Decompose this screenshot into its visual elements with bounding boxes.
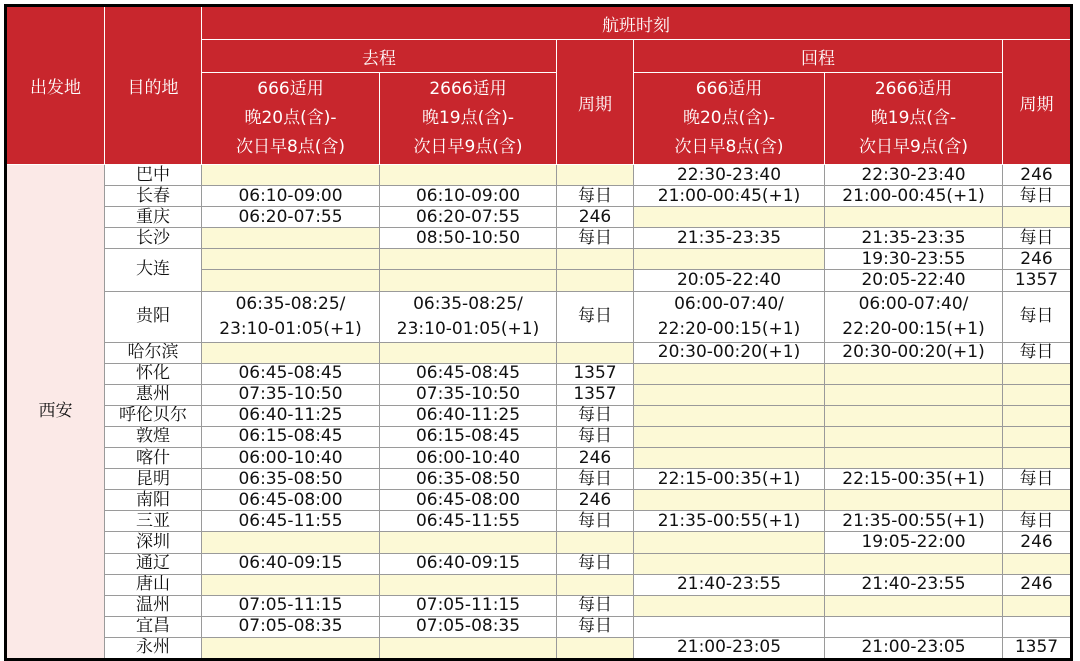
- table-row: [6, 553, 1072, 574]
- header-line: 晚19点(含-: [870, 108, 957, 128]
- outbound-2666-time: 06:40-09:15: [380, 553, 557, 574]
- outbound-666-time: [202, 165, 380, 186]
- destination-cell: 永州: [105, 637, 202, 659]
- return-period: [1003, 384, 1072, 405]
- return-2666-time: [825, 426, 1003, 447]
- destination-cell: 贵阳: [105, 291, 202, 342]
- destination-cell: 呼伦贝尔: [105, 405, 202, 426]
- outbound-2666-time: [380, 291, 557, 342]
- outbound-period: 246: [557, 490, 634, 511]
- destination-cell: 长春: [105, 186, 202, 207]
- destination-cell: 怀化: [105, 363, 202, 384]
- header-return-2666: [825, 73, 1003, 165]
- outbound-666-time: 06:15-08:45: [202, 426, 380, 447]
- time-line: 06:00-07:40/: [674, 293, 784, 314]
- return-2666-time: 21:40-23:55: [825, 574, 1003, 595]
- outbound-period: 246: [557, 207, 634, 228]
- table-row: [6, 249, 1072, 270]
- return-666-time: [634, 595, 825, 616]
- outbound-period: 1357: [557, 384, 634, 405]
- table-row: [6, 469, 1072, 490]
- outbound-2666-time: [380, 249, 557, 270]
- return-2666-time: [825, 384, 1003, 405]
- outbound-period: 每日: [557, 291, 634, 342]
- table-row: [6, 186, 1072, 207]
- destination-cell: 惠州: [105, 384, 202, 405]
- outbound-666-time: [202, 532, 380, 553]
- return-666-time: 22:15-00:35(+1): [634, 469, 825, 490]
- return-2666-time: [825, 207, 1003, 228]
- return-666-time: [634, 616, 825, 637]
- return-666-time: 21:00-23:05: [634, 637, 825, 659]
- header-destination: 目的地: [105, 6, 202, 165]
- outbound-666-time: [202, 637, 380, 659]
- table-row: [6, 165, 1072, 186]
- time-line: 23:10-01:05(+1): [396, 318, 540, 339]
- outbound-666-time: [202, 270, 380, 291]
- outbound-666-time: [202, 228, 380, 249]
- return-2666-time: [825, 363, 1003, 384]
- outbound-666-time: 06:40-11:25: [202, 405, 380, 426]
- header-outbound: 去程: [202, 40, 557, 73]
- return-period: 每日: [1003, 228, 1072, 249]
- return-period: 1357: [1003, 270, 1072, 291]
- return-666-time: [634, 490, 825, 511]
- table-row: [6, 405, 1072, 426]
- outbound-666-time: 06:40-09:15: [202, 553, 380, 574]
- return-666-time: 21:35-23:35: [634, 228, 825, 249]
- return-666-time: [634, 426, 825, 447]
- destination-cell: 巴中: [105, 165, 202, 186]
- outbound-period: 1357: [557, 363, 634, 384]
- return-period: [1003, 616, 1072, 637]
- outbound-2666-time: 06:15-08:45: [380, 426, 557, 447]
- outbound-2666-time: 06:20-07:55: [380, 207, 557, 228]
- destination-cell: 南阳: [105, 490, 202, 511]
- time-line: 22:20-00:15(+1): [657, 318, 801, 339]
- header-return: 回程: [634, 40, 1003, 73]
- return-period: 1357: [1003, 637, 1072, 659]
- outbound-666-time: 06:45-11:55: [202, 511, 380, 532]
- outbound-2666-time: 07:05-11:15: [380, 595, 557, 616]
- outbound-period: 每日: [557, 186, 634, 207]
- destination-cell: 敦煌: [105, 426, 202, 447]
- outbound-2666-time: 06:45-08:45: [380, 363, 557, 384]
- return-2666-time: 22:15-00:35(+1): [825, 469, 1003, 490]
- return-period: [1003, 405, 1072, 426]
- return-666-time: [634, 553, 825, 574]
- return-666-time: 22:30-23:40: [634, 165, 825, 186]
- table-row: [6, 291, 1072, 342]
- header-line: 晚19点(含)-: [421, 108, 515, 128]
- table-row: [6, 448, 1072, 469]
- destination-cell: 深圳: [105, 532, 202, 553]
- return-2666-time: [825, 595, 1003, 616]
- return-666-time: [634, 363, 825, 384]
- outbound-2666-time: [380, 574, 557, 595]
- table-row: [6, 363, 1072, 384]
- table-row: [6, 511, 1072, 532]
- outbound-period: 每日: [557, 616, 634, 637]
- return-666-time: 21:00-00:45(+1): [634, 186, 825, 207]
- header-return-666: [634, 73, 825, 165]
- outbound-2666-time: 06:35-08:50: [380, 469, 557, 490]
- header-line: 666适用: [695, 79, 763, 99]
- schedule-body: [6, 165, 1072, 660]
- outbound-666-time: 06:45-08:45: [202, 363, 380, 384]
- outbound-666-time: 07:05-08:35: [202, 616, 380, 637]
- table-row: [6, 228, 1072, 249]
- return-period: [1003, 363, 1072, 384]
- outbound-2666-time: 08:50-10:50: [380, 228, 557, 249]
- outbound-period: [557, 532, 634, 553]
- destination-cell: 长沙: [105, 228, 202, 249]
- return-2666-time: 21:00-23:05: [825, 637, 1003, 659]
- outbound-2666-time: 06:40-11:25: [380, 405, 557, 426]
- return-2666-time: 21:35-23:35: [825, 228, 1003, 249]
- table-row: [6, 342, 1072, 363]
- return-period: 每日: [1003, 469, 1072, 490]
- outbound-period: [557, 249, 634, 270]
- outbound-666-time: [202, 249, 380, 270]
- return-period: [1003, 490, 1072, 511]
- return-666-time: [634, 532, 825, 553]
- outbound-666-time: [202, 574, 380, 595]
- destination-cell: 哈尔滨: [105, 342, 202, 363]
- outbound-2666-time: [380, 342, 557, 363]
- table-row: [6, 574, 1072, 595]
- outbound-period: 每日: [557, 553, 634, 574]
- header-line: 次日早9点(含): [413, 137, 523, 157]
- return-period: 每日: [1003, 342, 1072, 363]
- outbound-period: 每日: [557, 405, 634, 426]
- destination-cell: 三亚: [105, 511, 202, 532]
- outbound-2666-time: 06:45-08:00: [380, 490, 557, 511]
- return-period: 246: [1003, 249, 1072, 270]
- return-2666-time: [825, 405, 1003, 426]
- time-line: 22:20-00:15(+1): [842, 318, 985, 339]
- table-row: [6, 532, 1072, 553]
- outbound-period: [557, 270, 634, 291]
- return-2666-time: [825, 553, 1003, 574]
- header-outbound-2666: [380, 73, 557, 165]
- return-2666-time: [825, 291, 1003, 342]
- destination-cell: 昆明: [105, 469, 202, 490]
- outbound-period: 每日: [557, 228, 634, 249]
- outbound-2666-time: [380, 270, 557, 291]
- return-period: 246: [1003, 574, 1072, 595]
- outbound-2666-time: [380, 532, 557, 553]
- outbound-period: 每日: [557, 511, 634, 532]
- header-line: 次日早8点(含): [674, 137, 784, 157]
- return-period: [1003, 426, 1072, 447]
- table-row: [6, 207, 1072, 228]
- header-line: 晚20点(含)-: [682, 108, 776, 128]
- outbound-2666-time: 07:05-08:35: [380, 616, 557, 637]
- return-period: 每日: [1003, 291, 1072, 342]
- header-origin: 出发地: [6, 6, 105, 165]
- outbound-period: 每日: [557, 426, 634, 447]
- destination-cell: 唐山: [105, 574, 202, 595]
- return-2666-time: [825, 448, 1003, 469]
- destination-cell: 通辽: [105, 553, 202, 574]
- outbound-2666-time: 07:35-10:50: [380, 384, 557, 405]
- return-period: 每日: [1003, 511, 1072, 532]
- outbound-period: 每日: [557, 595, 634, 616]
- outbound-666-time: [202, 291, 380, 342]
- return-period: 246: [1003, 165, 1072, 186]
- outbound-2666-time: [380, 637, 557, 659]
- schedule-wrapper: [4, 4, 1073, 661]
- return-666-time: 20:30-00:20(+1): [634, 342, 825, 363]
- header-line: 晚20点(含)-: [244, 108, 337, 128]
- header-line: 2666适用: [874, 79, 953, 99]
- return-666-time: 21:35-00:55(+1): [634, 511, 825, 532]
- return-period: 每日: [1003, 186, 1072, 207]
- return-2666-time: 22:30-23:40: [825, 165, 1003, 186]
- origin-city-cell: 西安: [6, 165, 105, 660]
- destination-cell: 重庆: [105, 207, 202, 228]
- return-2666-time: 19:05-22:00: [825, 532, 1003, 553]
- table-row: [6, 595, 1072, 616]
- return-period: [1003, 595, 1072, 616]
- return-666-time: 21:40-23:55: [634, 574, 825, 595]
- time-line: 06:00-07:40/: [858, 293, 969, 314]
- time-line: 06:35-08:25/: [413, 293, 523, 314]
- return-666-time: [634, 291, 825, 342]
- outbound-period: [557, 165, 634, 186]
- return-period: [1003, 207, 1072, 228]
- return-2666-time: 20:30-00:20(+1): [825, 342, 1003, 363]
- return-666-time: [634, 249, 825, 270]
- outbound-666-time: 07:35-10:50: [202, 384, 380, 405]
- return-2666-time: 21:00-00:45(+1): [825, 186, 1003, 207]
- outbound-666-time: 06:45-08:00: [202, 490, 380, 511]
- outbound-666-time: 06:10-09:00: [202, 186, 380, 207]
- destination-cell: 喀什: [105, 448, 202, 469]
- header-flight-times: 航班时刻: [202, 6, 1072, 40]
- time-line: 06:35-08:25/: [235, 293, 346, 314]
- header-return-period: 周期: [1003, 40, 1072, 165]
- return-666-time: 20:05-22:40: [634, 270, 825, 291]
- return-2666-time: 19:30-23:55: [825, 249, 1003, 270]
- header-line: 2666适用: [429, 79, 507, 99]
- flight-schedule-table: [4, 4, 1073, 661]
- return-period: [1003, 448, 1072, 469]
- outbound-666-time: 06:20-07:55: [202, 207, 380, 228]
- time-line: 23:10-01:05(+1): [219, 318, 362, 339]
- header-line: 次日早9点(含): [858, 137, 969, 157]
- outbound-666-time: [202, 342, 380, 363]
- table-row: [6, 637, 1072, 659]
- outbound-2666-time: 06:10-09:00: [380, 186, 557, 207]
- return-period: [1003, 553, 1072, 574]
- destination-cell: 大连: [105, 249, 202, 291]
- header-line: 次日早8点(含): [235, 137, 346, 157]
- return-666-time: [634, 448, 825, 469]
- header-outbound-period: 周期: [557, 40, 634, 165]
- destination-cell: 宜昌: [105, 616, 202, 637]
- table-row: [6, 426, 1072, 447]
- outbound-666-time: 06:00-10:40: [202, 448, 380, 469]
- return-666-time: [634, 405, 825, 426]
- outbound-2666-time: 06:00-10:40: [380, 448, 557, 469]
- return-666-time: [634, 384, 825, 405]
- outbound-666-time: 06:35-08:50: [202, 469, 380, 490]
- outbound-period: [557, 637, 634, 659]
- destination-cell: 温州: [105, 595, 202, 616]
- outbound-666-time: 07:05-11:15: [202, 595, 380, 616]
- return-2666-time: [825, 616, 1003, 637]
- outbound-period: [557, 574, 634, 595]
- table-row: [6, 384, 1072, 405]
- header-outbound-666: [202, 73, 380, 165]
- table-row: [6, 490, 1072, 511]
- return-666-time: [634, 207, 825, 228]
- return-period: 246: [1003, 532, 1072, 553]
- header-line: 666适用: [257, 79, 324, 99]
- return-2666-time: [825, 490, 1003, 511]
- return-2666-time: 21:35-00:55(+1): [825, 511, 1003, 532]
- outbound-period: 每日: [557, 469, 634, 490]
- outbound-period: [557, 342, 634, 363]
- return-2666-time: 20:05-22:40: [825, 270, 1003, 291]
- outbound-2666-time: 06:45-11:55: [380, 511, 557, 532]
- outbound-period: 246: [557, 448, 634, 469]
- outbound-2666-time: [380, 165, 557, 186]
- table-row: [6, 616, 1072, 637]
